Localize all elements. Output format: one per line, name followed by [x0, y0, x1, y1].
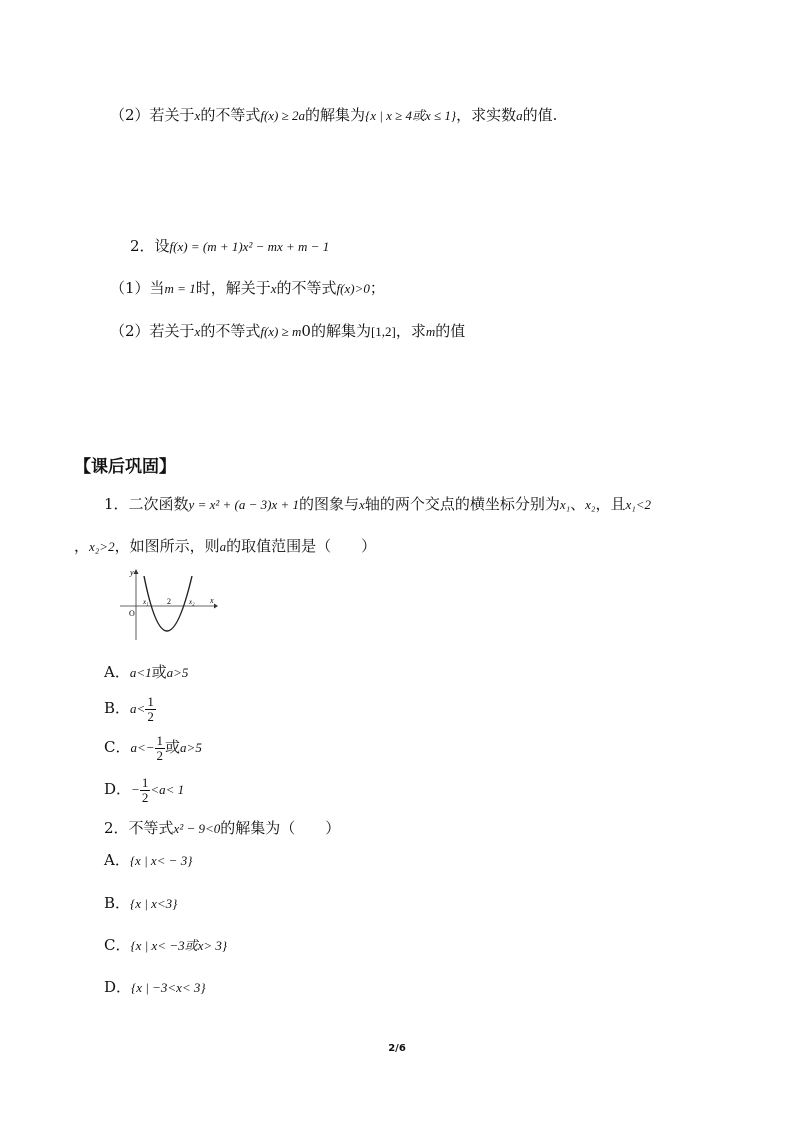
x-axis-label: x	[210, 596, 214, 605]
q2-part2-line	[110, 321, 465, 342]
hw1-option-b[interactable]	[104, 694, 156, 724]
option-expr: a<	[130, 701, 146, 716]
option-expr: {x | x< − 3}	[129, 853, 193, 868]
x1-label: x₁	[143, 598, 149, 606]
var-x: x	[270, 281, 277, 296]
var-x: x	[359, 497, 365, 512]
hw2-line	[104, 818, 340, 839]
option-expr: {x | −3<x< 3}	[131, 980, 206, 995]
inequality-expr: x² − 9<0	[173, 821, 221, 836]
text: （2）若关于	[110, 106, 195, 124]
text: 的不等式	[276, 279, 337, 297]
text: ，如图所示，则	[114, 537, 220, 555]
var-m: m	[425, 324, 436, 339]
text: 的值	[435, 322, 466, 340]
denominator: 2	[156, 747, 164, 763]
var-x2: x₂	[585, 497, 596, 512]
text: 或	[165, 738, 181, 756]
option-expr: {x | x<3}	[130, 896, 178, 911]
text: 的取值范围是（ ）	[226, 537, 377, 555]
text: 的不等式	[200, 106, 261, 124]
solution-set: {x | x ≥ 4或x ≤ 1}	[365, 108, 457, 123]
numerator: 1	[147, 693, 154, 709]
option-label: A．	[104, 663, 130, 681]
y-axis-label: y	[130, 568, 134, 577]
text: 0的解集为	[301, 322, 371, 340]
x-axis-arrow	[214, 604, 218, 609]
var-x: x	[194, 108, 201, 123]
option-expr: −	[131, 782, 140, 797]
text: （1）当	[110, 279, 165, 297]
hw2-option-b[interactable]	[104, 893, 177, 914]
q2-line	[130, 236, 329, 257]
fraction	[140, 776, 151, 805]
section-heading: 【课后巩固】	[74, 457, 176, 477]
hw2-option-a[interactable]	[104, 850, 192, 871]
text: 、	[570, 495, 586, 513]
text: ，	[74, 537, 90, 555]
denominator: 2	[147, 708, 154, 724]
denominator: 2	[141, 789, 149, 805]
hw1-line2	[74, 536, 376, 557]
var-x1: x₁	[559, 497, 571, 512]
fraction	[155, 734, 166, 763]
option-expr: a>5	[180, 740, 202, 755]
hw2-option-d[interactable]	[104, 977, 206, 998]
var-a: a	[516, 108, 523, 123]
page-number: 2/6	[388, 1043, 406, 1054]
option-label: A．	[104, 851, 130, 869]
option-expr: <a< 1	[150, 782, 185, 797]
text: ，求	[395, 322, 426, 340]
var-x: x	[194, 324, 201, 339]
question-number: 2．设	[130, 237, 170, 255]
text: 的解集为	[305, 106, 366, 124]
function-expr: f(x) = (m + 1)x² − mx + m − 1	[169, 239, 330, 254]
text: ，且	[595, 495, 626, 513]
numerator: 1	[141, 774, 149, 790]
option-label: B．	[104, 894, 131, 912]
question-number: 1．二次函数	[104, 495, 189, 513]
q2-part1-line	[110, 278, 385, 299]
hw1-option-c[interactable]	[104, 733, 202, 763]
option-label: B．	[104, 699, 131, 717]
text: 或	[151, 663, 167, 681]
hw1-option-d[interactable]	[104, 775, 184, 805]
condition: m = 1	[164, 281, 196, 296]
text: 的值.	[522, 106, 558, 124]
fraction	[145, 695, 156, 724]
option-expr: {x | x< −3或x> 3}	[130, 938, 228, 953]
option-label: D．	[104, 978, 132, 996]
option-expr: a<−	[130, 740, 155, 755]
option-label: C．	[104, 936, 131, 954]
text: 的图象与	[299, 495, 360, 513]
option-label: D．	[104, 780, 132, 798]
origin-label: O	[129, 609, 135, 618]
numerator: 1	[156, 732, 164, 748]
solution-set: [1,2]	[370, 324, 396, 339]
hw1-line1	[104, 494, 651, 515]
hw2-option-c[interactable]	[104, 935, 227, 956]
inequality-expr: f(x) ≥ m	[260, 324, 302, 339]
condition-x1: x₁<2	[625, 497, 652, 512]
text: 的解集为（ ）	[220, 819, 341, 837]
text: ，求实数	[456, 106, 517, 124]
tick-2-label: 2	[167, 597, 171, 606]
text: 时，解关于	[195, 279, 271, 297]
condition-x2: x₂>2	[89, 539, 115, 554]
text: 的不等式	[200, 322, 261, 340]
q1-part2-line	[110, 105, 557, 126]
text: （2）若关于	[110, 322, 195, 340]
y-axis-arrow	[134, 569, 139, 574]
var-a: a	[219, 539, 227, 554]
question-number: 2．不等式	[104, 819, 174, 837]
inequality-expr: f(x) ≥ 2a	[260, 108, 306, 123]
option-expr: a<1	[129, 665, 152, 680]
function-expr: y = x² + (a − 3)x + 1	[188, 497, 300, 512]
option-label: C．	[104, 738, 131, 756]
text: ；	[369, 279, 385, 297]
x2-label: x₂	[189, 598, 195, 606]
hw1-option-a[interactable]	[104, 662, 188, 683]
option-expr: a>5	[166, 665, 189, 680]
text: 轴的两个交点的横坐标分别为	[364, 495, 560, 513]
inequality-expr: f(x)>0	[336, 281, 370, 296]
parabola-graph	[118, 566, 218, 642]
